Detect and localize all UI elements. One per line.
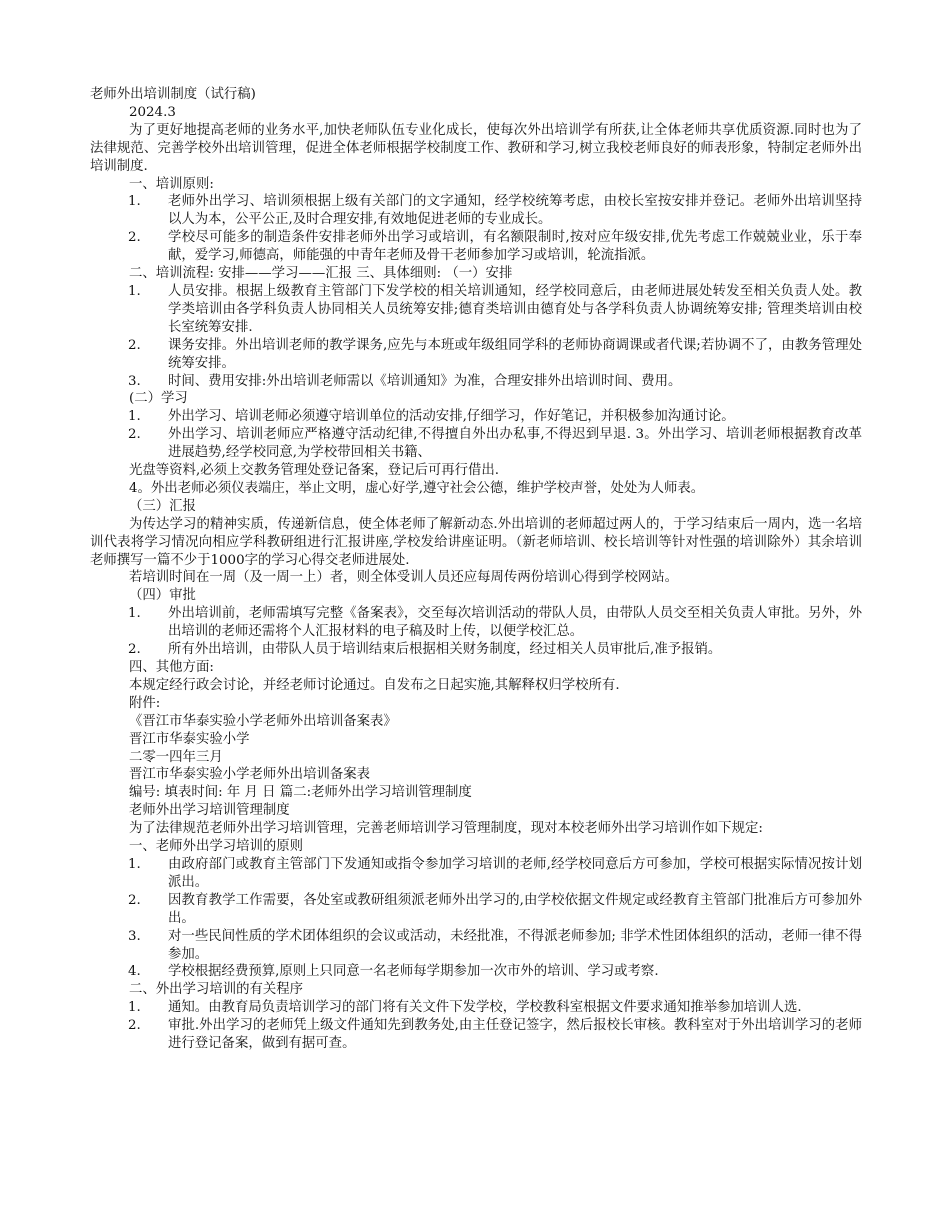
doc-date: 2024.3 (129, 104, 176, 120)
signature-date: 二零一四年三月 (129, 749, 223, 765)
list-item (90, 856, 862, 892)
item-text: 审批.外出学习的老师凭上级文件通知先到教务处,由主任登记签字，然后报校长审核。教科室对于外出培训学习的老师进行登记备案，做到有据可查。 (168, 1018, 862, 1052)
item-number: 2. (128, 230, 141, 246)
part2-section-heading-principles: 一、老师外出学习培训的原则 (129, 839, 304, 855)
doc-title: 老师外出培训制度（试行稿) (90, 87, 256, 102)
item-text: 外出学习、培训老师必须遵守培训单位的活动安排,仔细学习，作好笔记，并积极参加沟通讨论。 (168, 409, 735, 425)
item-text: 人员安排。根据上级教育主管部门下发学校的相关培训通知，经学校同意后，由老师进展处转发至相关负责人处。教学类培训由各学科负责人协同相关人员统筹安排;德育类培训由德育处与各学科负责人协调统筹安排; 管理类培训由校长室统筹安排. (168, 283, 862, 335)
list-item (90, 229, 862, 265)
item-number: 2. (128, 427, 141, 443)
attachment-label: 附件: (129, 695, 161, 711)
list-item (90, 408, 862, 426)
subsection-heading-study: (二）学习 (129, 391, 188, 407)
part2-intro: 为了法律规范老师外出学习培训管理，完善老师培训学习管理制度，现对本校老师外出学习培训作如下规定: (129, 821, 763, 837)
item-text: 学校根据经费预算,原则上只同意一名老师每学期参加一次市外的培训、学习或考察. (168, 964, 659, 980)
item-number: 1. (128, 856, 141, 872)
item-text: 所有外出培训，由带队人员于培训结束后根据相关财务制度，经过相关人员审批后,准予报销。 (168, 642, 722, 658)
item-number: 1. (128, 283, 141, 299)
school-name: 晋江市华泰实验小学 (129, 731, 250, 747)
item-text: 外出学习、培训老师应严格遵守活动纪律,不得擅自外出办私事,不得迟到早退. 3。外出学习、培训老师根据教育改革进展趋势,经学校同意,为学校带回相关书籍、 (168, 427, 862, 461)
section-heading-other: 四、其他方面: (129, 660, 214, 675)
subsection-heading-approval: （四）审批 (129, 588, 196, 604)
item-text: 由政府部门或教育主管部门下发通知或指令参加学习培训的老师,经学校同意后方可参加，学校可根据实际情况按计划派出。 (168, 856, 862, 890)
item-number: 3. (128, 928, 141, 944)
list-item (90, 928, 862, 964)
report-paragraph: 为传达学习的精神实质，传递新信息，使全体老师了解新动态.外出培训的老师超过两人的，于学习结束后一周内，选一名培训代表将学习情况向相应学科教研组进行汇报讲座,学校发给讲座证明。（新老师培训、校长培训等针对性强的培训除外）其余培训老师撰写一篇不少于1000字的学习心得交老师进展处. (90, 516, 862, 568)
item-text: 学校尽可能多的制造条件安排老师外出学习或培训，有名额限制时,按对应年级安排,优先考虑工作兢兢业业，乐于奉献，爱学习,师德高，师能强的中青年老师及骨干老师参加学习或培训，轮流指派。 (168, 230, 862, 264)
item-number: 4. (128, 964, 141, 980)
section-heading-principles: 一、培训原则: (129, 176, 214, 192)
item-number: 2. (128, 892, 141, 908)
list-item (90, 641, 862, 659)
subsection-heading-report: （三）汇报 (129, 498, 196, 514)
item-text: 对一些民间性质的学术团体组织的会议或活动，未经批准，不得派老师参加; 非学术性团体组织的活动，老师一律不得参加。 (168, 928, 862, 962)
list-item (90, 963, 862, 981)
list-item-4: 4。外出老师必须仪表端庄，举止文明，虚心好学,遵守社会公德，维护学校声誉，处处为人师表。 (129, 480, 705, 496)
continuation-line: 光盘等资料,必须上交教务管理处登记备案，登记后可再行借出. (129, 463, 500, 479)
item-number: 1. (128, 194, 141, 210)
list-item (90, 373, 862, 391)
other-text: 本规定经行政会讨论，并经老师讨论通过。自发布之日起实施,其解释权归学校所有. (129, 677, 620, 693)
item-text: 时间、费用安排:外出培训老师需以《培训通知》为准，合理安排外出培训时间、费用。 (168, 373, 682, 389)
item-text: 通知。由教育局负责培训学习的部门将有关文件下发学校，学校教科室根据文件要求通知推举参加培训人选. (168, 1000, 802, 1016)
item-number: 2. (128, 642, 141, 658)
list-item (90, 426, 862, 462)
item-number: 3. (128, 373, 141, 389)
item-number: 2. (128, 337, 141, 353)
item-number: 1. (128, 1000, 141, 1016)
list-item (90, 1017, 862, 1053)
list-item (90, 999, 862, 1017)
item-text: 因教育教学工作需要，各处室或教研组须派老师外出学习的,由学校依据文件规定或经教育主管部门批准后方可参加外出。 (168, 892, 862, 926)
form-title: 晋江市华泰实验小学老师外出培训备案表 (129, 767, 371, 783)
list-item (90, 605, 862, 641)
item-number: 1. (128, 606, 141, 622)
form-fields: 编号: 填表时间: 年 月 日 篇二:老师外出学习培训管理制度 (129, 785, 472, 801)
list-item (90, 283, 862, 337)
report-paragraph-2: 若培训时间在一周（及一周一上）者，则全体受训人员还应每周传两份培训心得到学校网站。 (129, 570, 679, 586)
item-text: 课务安排。外出培训老师的教学课务,应先与本班或年级组同学科的老师协商调课或者代课;若协调不了，由教务管理处统筹安排。 (168, 337, 862, 371)
item-number: 2. (128, 1018, 141, 1034)
list-item (90, 193, 862, 229)
list-item (90, 337, 862, 373)
item-number: 1. (128, 409, 141, 425)
part2-title: 老师外出学习培训管理制度 (129, 803, 290, 819)
item-text: 老师外出学习、培训须根据上级有关部门的文字通知，经学校统筹考虑，由校长室按安排并登记。老师外出培训坚持以人为本，公平公正,及时合理安排,有效地促进老师的专业成长。 (168, 194, 862, 228)
list-item (90, 892, 862, 928)
part2-section-heading-procedure: 二、外出学习培训的有关程序 (129, 982, 304, 998)
attachment-item: 《晋江市华泰实验小学老师外出培训备案表》 (129, 713, 397, 729)
item-text: 外出培训前，老师需填写完整《备案表》，交至每次培训活动的带队人员，由带队人员交至相关负责人审批。另外，外出培训的老师还需将个人汇报材料的电子稿及时上传，以便学校汇总。 (168, 606, 862, 640)
section-heading-process: 二、培训流程: 安排——学习——汇报 三、具体细则: （一）安排 (129, 266, 513, 282)
intro-paragraph: 为了更好地提高老师的业务水平,加快老师队伍专业化成长，使每次外出培训学有所获,让全体老师共享优质资源.同时也为了法律规范、完善学校外出培训管理，促进全体老师根据学校制度工作、教研和学习,树立我校老师良好的师表形象，特制定老师外出培训制度. (90, 122, 862, 174)
